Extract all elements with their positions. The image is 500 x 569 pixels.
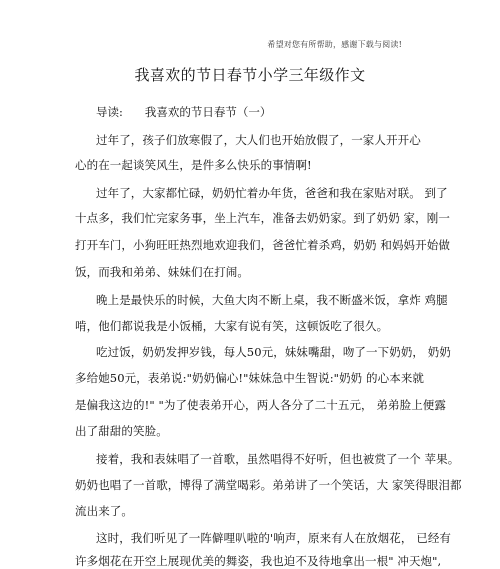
paragraph-line: 过年了，大家都忙碌，奶奶忙着办年货，爸爸和我在家贴对联。 到了 — [96, 186, 448, 200]
guide-label: 导读: — [96, 105, 123, 119]
document-title: 我喜欢的节日春节小学三年级作文 — [134, 66, 366, 84]
header-note: 希望对您有所帮助，感谢下载与阅读! — [267, 40, 402, 49]
paragraph-line: 打开车门，小狗旺旺热烈地欢迎我们，爸爸忙着杀鸡，奶奶 和妈妈开始做 — [75, 238, 450, 252]
paragraph-line: 这时，我们听见了一阵僻哩叭啦的'响声，原来有人在放烟花， 已经有 — [96, 531, 452, 545]
paragraph-line: 十点多，我们忙完家务事，坐上汽车，准备去奶奶家。到了奶奶 家，刚一 — [75, 211, 450, 225]
paragraph-line: 接着，我和表妹唱了一首歌，虽然唱得不好听，但也被赏了一个 苹果。 — [96, 452, 460, 466]
paragraph-line: 啃，他们都说我是小饭桶，大家有说有笑，这顿饭吃了很久。 — [75, 319, 389, 333]
paragraph-line: 许多烟花在开空上展现优美的舞姿，我也迫不及待地拿出一根" 冲天炮", — [75, 554, 442, 568]
guide-title: 我喜欢的节日春节（一） — [144, 105, 272, 119]
paragraph-line: 晚上是最快乐的时候，大鱼大肉不断上桌，我不断盛米饭，拿炸 鸡腿 — [96, 293, 448, 307]
paragraph-line: 是偏我这边的!" "为了使表弟开心，两人各分了二十五元， 弟弟脸上便露 — [75, 398, 447, 412]
paragraph-line: 出了甜甜的笑脸。 — [75, 424, 168, 438]
paragraph-line: 饭，而我和弟弟、妹妹们在打闹。 — [75, 265, 249, 279]
guide-line — [96, 104, 271, 120]
paragraph-line: 流出来了。 — [75, 504, 133, 518]
paragraph-line: 多给她50元，表弟说:"奶奶偏心!"妹妹急中生智说:"奶奶 的心本来就 — [75, 371, 425, 385]
paragraph-line: 心的在一起谈笑风生，是件多么快乐的事情啊! — [75, 158, 312, 172]
paragraph-line: 奶奶也唱了一首歌，博得了满堂喝彩。弟弟讲了一个笑话，大 家笑得眼泪都 — [75, 478, 462, 492]
paragraph-line: 过年了，孩子们放寒假了，大人们也开始放假了，一家人开开心 — [96, 133, 421, 147]
paragraph-line: 吃过饭，奶奶发押岁钱，每人50元，妹妹嘴甜，吻了一下奶奶， 奶奶 — [96, 345, 451, 359]
